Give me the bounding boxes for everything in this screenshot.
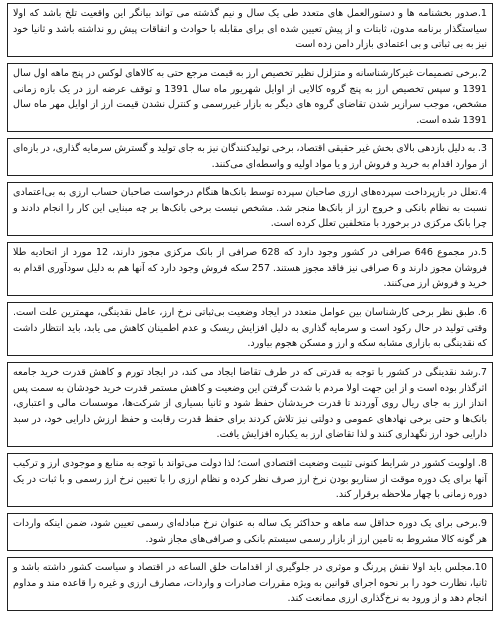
- note-text-6: 6. طبق نظر برخی کارشناسان بین عوامل متعدد در ایجاد وضعیت بی‌ثباتی نرخ ارز، عامل نقدینگی، مهمترین علت است. وقتی تولید در حال رکود است و سرمایه گذاری به دلیل افزایش ریسک و عدم اطمینان کاهش می یابد، باید انتظار داشت که نقدینگی به بازاری مشابه سکه و ارز و مسکن هجوم بیاورد.: [13, 307, 487, 349]
- note-item-4: [7, 182, 493, 236]
- note-item-8: [7, 453, 493, 507]
- note-item-2: [7, 63, 493, 132]
- note-item-6: [7, 302, 493, 356]
- numbered-notes-document: [7, 3, 493, 618]
- note-item-7: [7, 362, 493, 447]
- note-item-1: [7, 3, 493, 57]
- note-text-1: 1.صدور بخشنامه ها و دستورالعمل های متعدد طی یک سال و نیم گذشته می تواند بیانگر این واقعیت تلخ باشد که اولا سیاستگذار برنامه مدون، ثابتات و از پیش تعیین شده ای برای مقابله با حوادث و اتفاقات پیش رو نداشته باشد و ثانیا خود نیز به بی ثباتی و بی اعتمادی بازار دامن زده است: [13, 8, 487, 50]
- note-text-9: 9.برخی برای یک دوره حداقل سه ماهه و حداکثر یک ساله به عنوان نرخ مبادله‌ای رسمی تعیین شود، ضمن اینکه واردات هر گونه کالا مشروط به تامین ارز از بازار رسمی سیستم بانکی و صرافی‌های مجاز شود.: [13, 518, 487, 545]
- note-text-2: 2.برخی تصمیمات غیرکارشناسانه و متزلزل نظیر تخصیص ارز به قیمت مرجع حتی به کالاهای لوکس در پنج ماهه اول سال 1391 و سپس تخصیص ارز به پنج گروه کالایی از اوایل شهریور ماه سال 1391 و توقف عرضه ارز در یک بازه زمانی مشخص، موجب سرازیر شدن تقاضای گروه های دیگر به بازار غیررسمی و کنترل نشدن قیمت ارز از اوایل مهر ماه سال 1391 شده است.: [13, 68, 487, 126]
- note-text-8: 8. اولویت کشور در شرایط کنونی تثبیت وضعیت اقتصادی است؛ لذا دولت می‌تواند با توجه به منابع و موجودی ارز و ترکیب آنها برای یک دوره موقت از سناریو بودن نرخ ارز صرف نظر کرده و نظام ارزی را با تعیین نرخ ارز رسمی و با ثبات در یک دوره زمانی با چهار ملاحظه برقرار کند.: [13, 458, 487, 500]
- note-text-7: 7.رشد نقدینگی در کشور با توجه به قدرتی که در طرف تقاضا ایجاد می کند، در ایجاد تورم و کاهش قدرت خرید جامعه اثرگذار بوده است و از این جهت اولا مردم با شدت گرفتن این وضعیت و کاهش مستمر قدرت خرید خودشان به سمت پس انداز ارز به جای ریال روی آوردند تا قدرت خریدشان حفظ شود و ثانیا بسیاری از شرکت‌ها، موسسات مالی و اعتباری، بانک‌ها و حتی برخی نهادهای عمومی و دولتی نیز تلاش کردند برای حفظ قدرت رقابت و حفظ ارزش دارایی خود، در سبد دارایی خود ارز نگهداری کنند و لذا تقاضای ارز به یکباره افزایش یافت.: [13, 367, 487, 440]
- note-text-4: 4.تعلل در بازپرداخت سپرده‌های ارزی صاحبان سپرده توسط بانک‌ها هنگام درخواست صاحبان حساب ارزی به بی‌اعتمادی نسبت به نظام بانکی و خروج ارز از بانک‌ها منجر شد. مشخص نیست برخی بانک‌ها بر چه مبنایی این کار را انجام دادند و چرا بانک مرکزی در برخورد با متخلفین تعلل کرده است.: [13, 187, 487, 229]
- note-text-5: 5.در مجموع 646 صرافی در کشور وجود دارد که 628 صرافی از بانک مرکزی مجوز دارند، 12 مورد از اتحادیه طلا فروشان مجوز دارند و 6 صرافی نیز فاقد مجوز هستند. 257 سکه فروش وجود دارد که آنها هم به دلیل سودآوری اقدام به خرید و فروش ارز می‌کنند.: [13, 247, 487, 289]
- note-text-10: 10.مجلس باید اولا نقش پررنگ و موثری در جلوگیری از اقدامات خلق الساعه در اقتصاد و سیاست کشور داشته باشد و ثانیا، نظارت خود را بر نحوه اجرای قوانین به ویژه مقررات صادرات و واردات، مصارف ارزی و غیره را قاعده مند و مداوم انجام دهد و از ورود به نرخ‌گذاری ارزی ممانعت کند.: [13, 562, 487, 604]
- note-item-3: [7, 138, 493, 176]
- note-item-10: [7, 557, 493, 611]
- note-text-3: 3. به دلیل بازدهی بالای بخش غیر حقیقی اقتصاد، برخی تولیدکنندگان نیز به جای تولید و گسترش سرمایه گذاری، در بازه‌ای از موارد اقدام به خرید و فروش ارز و یا مواد اولیه و واسطه‌ای می‌کنند.: [13, 143, 487, 170]
- note-item-5: [7, 242, 493, 296]
- note-item-9: [7, 513, 493, 551]
